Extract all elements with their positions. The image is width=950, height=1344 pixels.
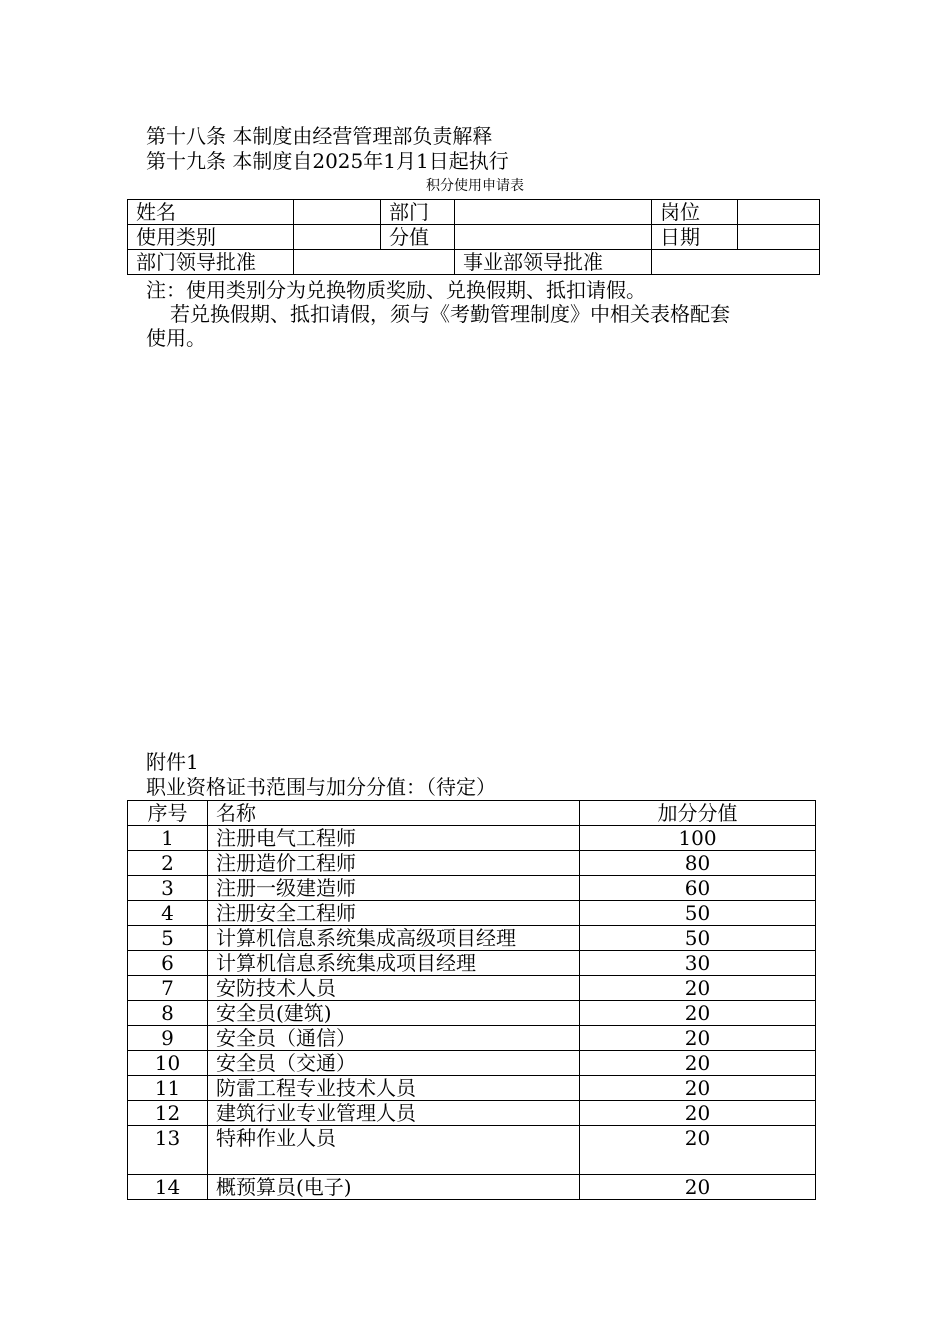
header-name: 名称: [208, 801, 580, 826]
row-name: 计算机信息系统集成项目经理: [208, 951, 580, 976]
row-name: 建筑行业专业管理人员: [208, 1101, 580, 1126]
row-name: 计算机信息系统集成高级项目经理: [208, 926, 580, 951]
field-division-leader[interactable]: [652, 250, 820, 275]
row-name: 安全员（交通）: [208, 1051, 580, 1076]
field-date[interactable]: [738, 225, 820, 250]
label-division-leader: 事业部领导批准: [455, 250, 652, 275]
table-row: [128, 250, 820, 275]
note-line-3: 使用。: [146, 326, 206, 350]
table-row: [128, 225, 820, 250]
row-name: 特种作业人员: [208, 1126, 580, 1175]
table-row: [128, 1026, 816, 1051]
table-row: [128, 926, 816, 951]
row-no: 3: [128, 876, 208, 901]
row-name: 注册电气工程师: [208, 826, 580, 851]
row-score: 20: [580, 1051, 816, 1076]
row-no: 10: [128, 1051, 208, 1076]
table-row: [128, 901, 816, 926]
row-score: 20: [580, 976, 816, 1001]
row-no: 12: [128, 1101, 208, 1126]
label-name: 姓名: [128, 200, 294, 225]
row-no: 8: [128, 1001, 208, 1026]
row-score: 60: [580, 876, 816, 901]
row-score: 80: [580, 851, 816, 876]
table-row: [128, 1001, 816, 1026]
row-no: 7: [128, 976, 208, 1001]
field-name[interactable]: [294, 200, 381, 225]
row-no: 4: [128, 901, 208, 926]
application-form-title: 积分使用申请表: [426, 178, 524, 194]
certificate-table: [127, 800, 816, 1200]
row-score: 20: [580, 1175, 816, 1200]
table-row: [128, 851, 816, 876]
row-score: 100: [580, 826, 816, 851]
note-line-2: 若兑换假期、抵扣请假，须与《考勤管理制度》中相关表格配套: [170, 302, 730, 326]
row-score: 20: [580, 1101, 816, 1126]
row-name: 安全员（通信）: [208, 1026, 580, 1051]
row-name: 注册安全工程师: [208, 901, 580, 926]
field-position[interactable]: [738, 200, 820, 225]
row-name: 防雷工程专业技术人员: [208, 1076, 580, 1101]
appendix-title: 职业资格证书范围与加分分值：（待定）: [146, 775, 496, 799]
label-usage-type: 使用类别: [128, 225, 294, 250]
field-dept-leader[interactable]: [294, 250, 455, 275]
row-no: 2: [128, 851, 208, 876]
row-no: 9: [128, 1026, 208, 1051]
note-line-1: 注：使用类别分为兑换物质奖励、兑换假期、抵扣请假。: [146, 278, 646, 302]
table-row: [128, 1175, 816, 1200]
table-header-row: [128, 801, 816, 826]
label-department: 部门: [381, 200, 455, 225]
row-no: 11: [128, 1076, 208, 1101]
row-score: 20: [580, 1026, 816, 1051]
row-name: 概预算员(电子): [208, 1175, 580, 1200]
header-score: 加分分值: [580, 801, 816, 826]
table-row: [128, 1076, 816, 1101]
field-usage-type[interactable]: [294, 225, 381, 250]
row-no: 5: [128, 926, 208, 951]
label-date: 日期: [652, 225, 738, 250]
row-score: 20: [580, 1076, 816, 1101]
row-score: 30: [580, 951, 816, 976]
table-row: [128, 826, 816, 851]
application-form-table: [127, 199, 820, 275]
row-no: 13: [128, 1126, 208, 1175]
table-row: [128, 976, 816, 1001]
label-dept-leader: 部门领导批准: [128, 250, 294, 275]
row-no: 6: [128, 951, 208, 976]
appendix-label: 附件1: [146, 750, 199, 774]
row-score: 20: [580, 1126, 816, 1175]
table-row: [128, 876, 816, 901]
row-score: 50: [580, 926, 816, 951]
row-no: 1: [128, 826, 208, 851]
row-name: 安防技术人员: [208, 976, 580, 1001]
header-no: 序号: [128, 801, 208, 826]
table-row: [128, 200, 820, 225]
row-score: 50: [580, 901, 816, 926]
label-points: 分值: [381, 225, 455, 250]
label-position: 岗位: [652, 200, 738, 225]
table-row: [128, 1101, 816, 1126]
row-name: 注册一级建造师: [208, 876, 580, 901]
article-18: 第十八条 本制度由经营管理部负责解释: [146, 124, 493, 148]
row-no: 14: [128, 1175, 208, 1200]
article-19: 第十九条 本制度自2025年1月1日起执行: [146, 149, 509, 173]
row-score: 20: [580, 1001, 816, 1026]
table-row: [128, 1051, 816, 1076]
row-name: 注册造价工程师: [208, 851, 580, 876]
table-row: [128, 951, 816, 976]
field-department[interactable]: [455, 200, 652, 225]
table-row: [128, 1126, 816, 1175]
field-points[interactable]: [455, 225, 652, 250]
row-name: 安全员(建筑): [208, 1001, 580, 1026]
